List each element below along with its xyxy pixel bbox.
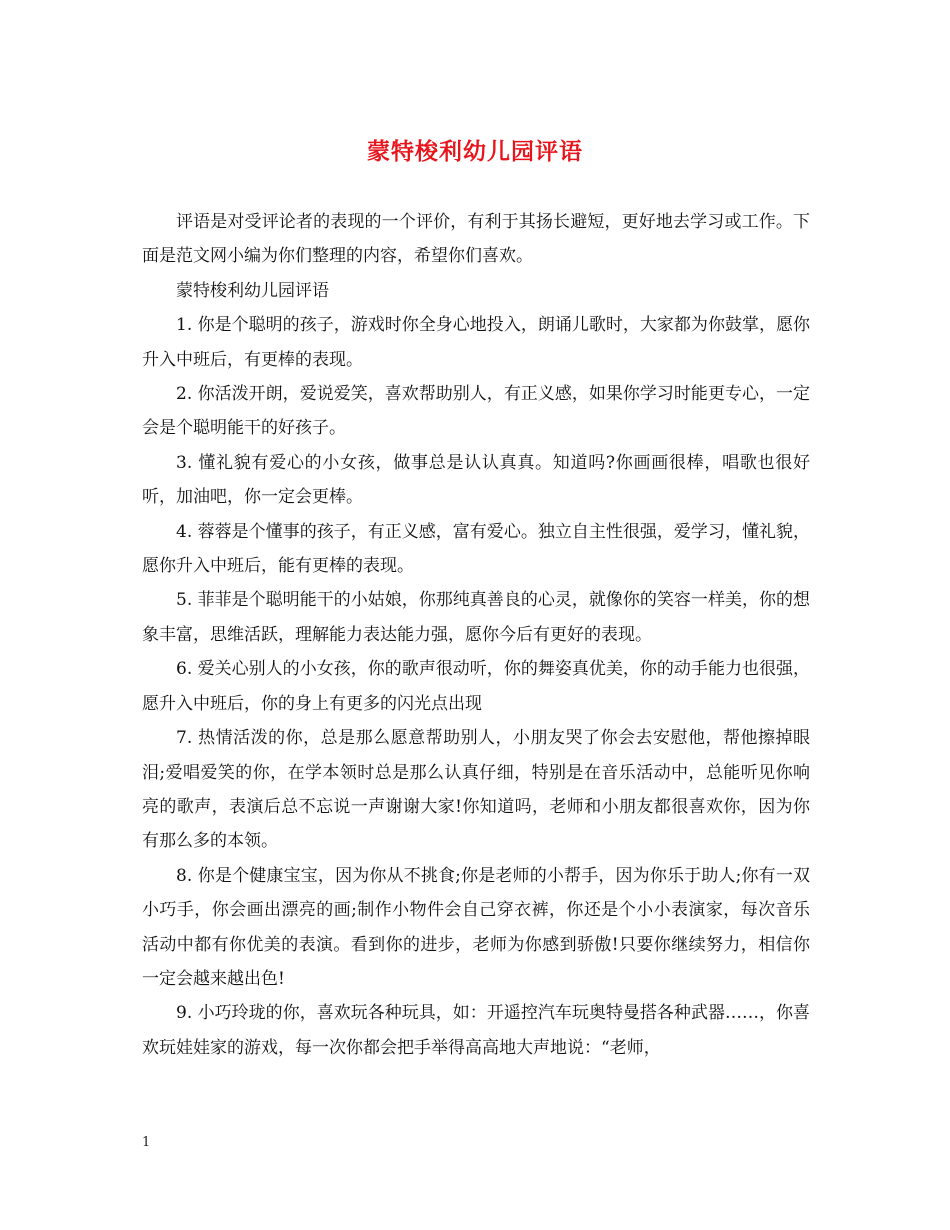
comment-paragraph-4: 4. 蓉蓉是个懂事的孩子，有正义感，富有爱心。独立自主性很强，爱学习，懂礼貌，愿你升入中班后，能有更棒的表现。 <box>142 521 810 577</box>
section-heading: 蒙特梭利幼儿园评语 <box>176 280 329 301</box>
comment-paragraph-3: 3. 懂礼貌有爱心的小女孩，做事总是认认真真。知道吗?你画画很棒，唱歌也很好听，加油吧，你一定会更棒。 <box>142 452 810 508</box>
comment-paragraph-6: 6. 爱关心别人的小女孩，你的歌声很动听，你的舞姿真优美，你的动手能力也很强，愿升入中班后，你的身上有更多的闪光点出现 <box>142 659 810 714</box>
comment-paragraph-5: 5. 菲菲是个聪明能干的小姑娘，你那纯真善良的心灵，就像你的笑容一样美，你的想象丰富，思维活跃，理解能力表达能力强，愿你今后有更好的表现。 <box>142 590 810 645</box>
page-number: 1 <box>142 1135 151 1150</box>
comment-paragraph-8: 8. 你是个健康宝宝，因为你从不挑食;你是老师的小帮手，因为你乐于助人;你有一双小巧手，你会画出漂亮的画;制作小物件会自己穿衣裤，你还是个小小表演家，每次音乐活动中都有你优美的表演。看到你的进步，老师为你感到骄傲!只要你继续努力，相信你一定会越来越出色! <box>142 865 810 989</box>
comment-paragraph-7: 7. 热情活泼的你，总是那么愿意帮助别人，小朋友哭了你会去安慰他，帮他擦掉眼泪;爱唱爱笑的你，在学本领时总是那么认真仔细，特别是在音乐活动中，总能听见你响亮的歌声，表演后总不忘说一声谢谢大家!你知道吗，老师和小朋友都很喜欢你，因为你有那么多的本领。 <box>142 728 810 852</box>
comment-paragraph-1: 1. 你是个聪明的孩子，游戏时你全身心地投入，朗诵儿歌时，大家都为你鼓掌，愿你升入中班后，有更棒的表现。 <box>142 315 810 370</box>
comment-paragraph-9: 9. 小巧玲珑的你，喜欢玩各种玩具，如：开遥控汽车玩奥特曼搭各种武器……，你喜欢玩娃娃家的游戏，每一次你都会把手举得高高地大声地说：“老师， <box>142 1003 810 1058</box>
comment-paragraph-2: 2. 你活泼开朗，爱说爱笑，喜欢帮助别人，有正义感，如果你学习时能更专心，一定会是个聪明能干的好孩子。 <box>142 384 810 439</box>
document-body <box>142 205 810 1065</box>
document-title: 蒙特梭利幼儿园评语 <box>367 138 583 165</box>
intro-paragraph: 评语是对受评论者的表现的一个评价，有利于其扬长避短，更好地去学习或工作。下面是范文网小编为你们整理的内容，希望你们喜欢。 <box>142 212 810 267</box>
